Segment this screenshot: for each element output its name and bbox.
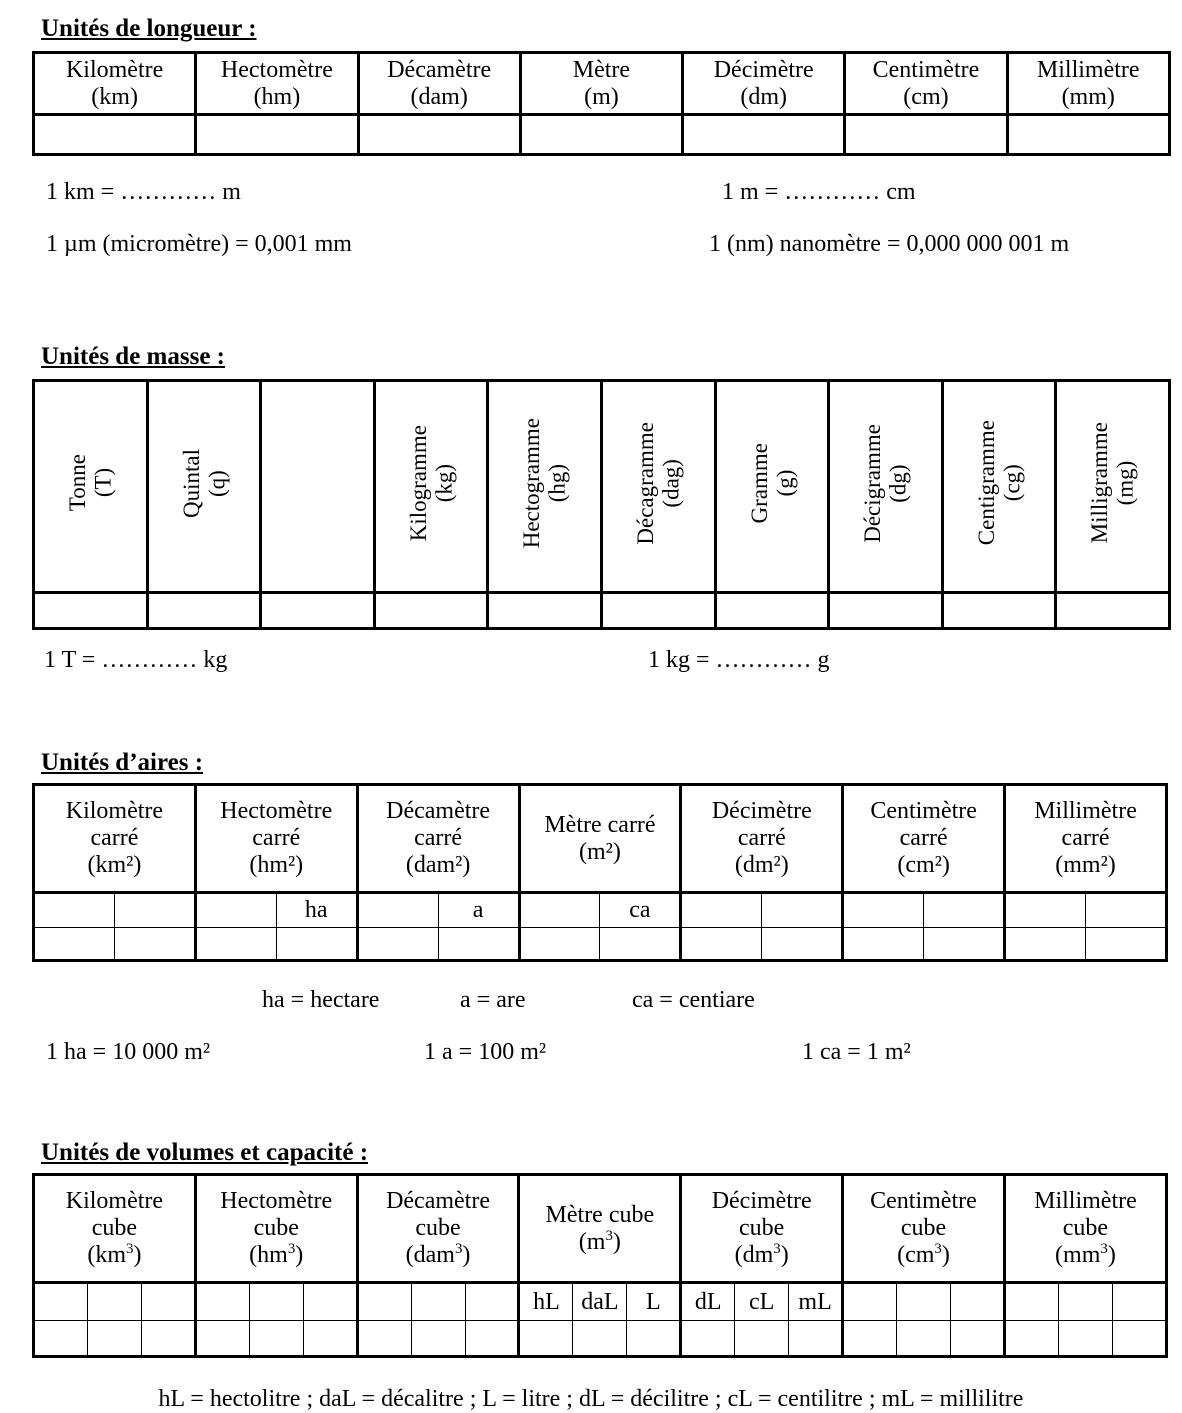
note-nanometre: 1 (nm) nanomètre = 0,000 000 001 m	[709, 231, 1070, 257]
unit-cell-kg	[374, 381, 488, 593]
answer-cell[interactable]	[600, 928, 681, 961]
answer-cell[interactable]	[520, 115, 682, 155]
section-title-masse: Unités de masse :	[41, 343, 226, 370]
answer-cell[interactable]	[276, 928, 357, 961]
unit-symbol: (hm²)	[249, 851, 304, 878]
answer-cell[interactable]	[196, 115, 358, 155]
sub-cell[interactable]	[357, 1283, 411, 1321]
sub-cell[interactable]	[1004, 1283, 1058, 1321]
unit-symbol: (cm)	[903, 83, 949, 110]
answer-cell[interactable]	[627, 1321, 681, 1357]
legend-a: a = are	[460, 987, 526, 1013]
answer-cell[interactable]	[924, 928, 1005, 961]
unit-label-vertical	[406, 425, 457, 541]
unit-symbol: (hm)	[253, 83, 301, 110]
unit-name-line1: Centimètre	[870, 1188, 977, 1215]
unit-symbol: (m²)	[579, 838, 621, 865]
answer-cell[interactable]	[1004, 1321, 1058, 1357]
sub-cell[interactable]	[924, 893, 1005, 928]
sub-cell[interactable]	[141, 1283, 195, 1321]
unit-cell-tonne	[34, 381, 148, 593]
answer-cell[interactable]	[195, 928, 276, 961]
unit-name-line2: carré	[414, 825, 463, 852]
answer-cell[interactable]	[601, 593, 715, 629]
table-row-blank	[34, 115, 1170, 155]
unit-name-line1: Mètre carré	[544, 811, 656, 838]
unit-cell-hm2	[195, 785, 357, 893]
unit-symbol: (kg)	[431, 463, 457, 503]
sub-cell[interactable]	[195, 1283, 249, 1321]
sub-cell-ca[interactable]: ca	[600, 893, 681, 928]
unit-name: Hectogramme	[519, 417, 545, 549]
legend-ca: ca = centiare	[632, 987, 755, 1013]
unit-cell-g	[715, 381, 829, 593]
unit-cell-cm2	[843, 785, 1005, 893]
sub-cell[interactable]	[303, 1283, 357, 1321]
sub-cell[interactable]	[762, 893, 843, 928]
answer-cell[interactable]	[147, 593, 261, 629]
answer-cell[interactable]	[519, 928, 600, 961]
table-row-header	[34, 53, 1170, 115]
answer-cell[interactable]	[789, 1321, 843, 1357]
unit-name-line1: Millimètre	[1034, 798, 1137, 825]
answer-cell[interactable]	[357, 1321, 411, 1357]
unit-cell-dm2	[681, 785, 843, 893]
answer-cell[interactable]	[465, 1321, 519, 1357]
answer-cell[interactable]	[34, 928, 115, 961]
unit-symbol: (cg)	[999, 464, 1025, 502]
answer-cell[interactable]	[303, 1321, 357, 1357]
unit-symbol: $(m^3)$	[578, 1227, 621, 1255]
table-row-blank	[34, 1321, 1167, 1357]
answer-cell[interactable]	[681, 1321, 735, 1357]
unit-cell-hm	[196, 53, 358, 115]
unit-name: Hectomètre	[220, 56, 333, 83]
unit-name-line2: carré	[252, 825, 301, 852]
sub-cell[interactable]	[1058, 1283, 1112, 1321]
unit-cell-dag	[601, 381, 715, 593]
unit-name: Décamètre	[387, 56, 492, 83]
unit-cell-cg	[942, 381, 1056, 593]
unit-symbol: (T)	[90, 468, 116, 498]
note-a-value: 1 a = 100 m²	[424, 1039, 547, 1065]
answer-cell[interactable]	[374, 593, 488, 629]
answer-cell[interactable]	[735, 1321, 789, 1357]
unit-name-line1: Kilomètre	[65, 1188, 164, 1215]
unit-name: Centigramme	[973, 420, 999, 546]
unit-symbol: (km²)	[87, 851, 142, 878]
unit-cell-mm2	[1005, 785, 1167, 893]
unit-label-vertical	[1087, 422, 1138, 543]
notes-masse-row	[0, 648, 1182, 688]
answer-cell[interactable]	[843, 1321, 897, 1357]
unit-cell-mm3	[1004, 1175, 1166, 1283]
unit-symbol: (m)	[584, 83, 619, 110]
unit-symbol: (mm²)	[1055, 851, 1116, 878]
unit-label-vertical	[179, 449, 230, 518]
section-title-aires: Unités d’aires :	[41, 749, 204, 776]
answer-cell[interactable]	[1058, 1321, 1112, 1357]
answer-cell[interactable]	[715, 593, 829, 629]
table-aires	[32, 783, 1168, 962]
answer-cell[interactable]	[411, 1321, 465, 1357]
unit-symbol: (dam)	[410, 83, 468, 110]
answer-cell[interactable]	[519, 1321, 573, 1357]
unit-name-line2: cube	[253, 1215, 299, 1242]
answer-cell[interactable]	[843, 928, 924, 961]
sub-cell-L[interactable]: L	[627, 1283, 681, 1321]
unit-name-line2: cube	[900, 1215, 947, 1242]
table-row-blank	[34, 593, 1170, 629]
answer-cell[interactable]	[829, 593, 943, 629]
unit-symbol: (dam²)	[405, 851, 471, 878]
answer-cell[interactable]	[195, 1321, 249, 1357]
unit-name-line2: carré	[899, 825, 948, 852]
unit-cell-dam	[358, 53, 520, 115]
unit-symbol: (dag)	[658, 458, 684, 508]
unit-name: Gramme	[746, 442, 772, 524]
notes-longueur-row1	[0, 180, 1182, 232]
unit-name-line2: carré	[737, 825, 786, 852]
unit-symbol: (km)	[91, 83, 138, 110]
unit-cell-dam3	[357, 1175, 519, 1283]
sub-cell[interactable]	[897, 1283, 951, 1321]
unit-name: Kilogramme	[405, 424, 431, 542]
unit-name: Milligramme	[1087, 422, 1113, 544]
legend-ha: ha = hectare	[262, 987, 380, 1013]
sub-cell[interactable]	[1005, 893, 1086, 928]
unit-name-line2: carré	[1061, 825, 1110, 852]
unit-cell-hm3	[195, 1175, 357, 1283]
legend-aires-row	[0, 988, 1182, 1040]
table-row-subunits	[34, 893, 1167, 928]
note-kg-to-g: 1 kg = ………… g	[648, 647, 830, 673]
sub-cell[interactable]	[950, 1283, 1004, 1321]
unit-cell-dam2	[357, 785, 519, 893]
unit-name-line2: carré	[90, 825, 139, 852]
sub-cell-ha[interactable]: ha	[276, 893, 357, 928]
unit-name-line2: cube	[415, 1215, 461, 1242]
unit-symbol: (dm)	[740, 83, 788, 110]
sub-cell[interactable]	[843, 893, 924, 928]
answer-cell[interactable]	[488, 593, 602, 629]
answer-cell[interactable]	[897, 1321, 951, 1357]
unit-cell-km3	[34, 1175, 196, 1283]
answer-cell[interactable]	[573, 1321, 627, 1357]
table-row-header	[34, 785, 1167, 893]
sub-cell[interactable]	[249, 1283, 303, 1321]
unit-name-line1: Décimètre	[711, 1188, 812, 1215]
sub-cell-cL[interactable]: cL	[735, 1283, 789, 1321]
unit-name-line1: Kilomètre	[65, 798, 164, 825]
answer-cell[interactable]	[942, 593, 1056, 629]
unit-cell-m2	[519, 785, 681, 893]
unit-label-vertical	[974, 420, 1025, 545]
answer-cell[interactable]	[1112, 1321, 1166, 1357]
sub-cell[interactable]	[1112, 1283, 1166, 1321]
answer-cell[interactable]	[87, 1321, 141, 1357]
sub-cell[interactable]	[843, 1283, 897, 1321]
unit-symbol: (mg)	[1112, 460, 1138, 506]
unit-symbol: (dam$^3$)	[405, 1240, 471, 1268]
unit-cell-cm3	[843, 1175, 1005, 1283]
sub-cell-daL[interactable]: daL	[573, 1283, 627, 1321]
unit-symbol: (dm²)	[734, 851, 789, 878]
answer-cell[interactable]	[1007, 115, 1169, 155]
unit-label-vertical	[747, 443, 798, 523]
unit-name: Décimètre	[713, 56, 814, 83]
unit-name: Kilomètre	[65, 56, 164, 83]
unit-name-line2: cube	[1062, 1215, 1109, 1242]
unit-symbol: (dg)	[885, 463, 911, 503]
unit-name-line1: Millimètre	[1034, 1188, 1137, 1215]
sub-cell[interactable]	[519, 893, 600, 928]
unit-name-line1: Hectomètre	[220, 1188, 333, 1215]
sub-cell-hL[interactable]: hL	[519, 1283, 573, 1321]
unit-cell-m3	[519, 1175, 681, 1283]
unit-name: Tonne	[65, 454, 90, 512]
sub-cell[interactable]	[34, 1283, 88, 1321]
unit-name: Centimètre	[872, 56, 980, 83]
table-longueur	[32, 51, 1171, 156]
unit-cell-dm3	[681, 1175, 843, 1283]
unit-cell-m	[520, 53, 682, 115]
unit-symbol: (mm)	[1061, 83, 1115, 110]
answer-cell[interactable]	[34, 115, 196, 155]
unit-name: Mètre	[572, 56, 631, 83]
note-m-to-cm: 1 m = ………… cm	[722, 179, 916, 205]
answer-cell[interactable]	[249, 1321, 303, 1357]
answer-cell[interactable]	[845, 115, 1007, 155]
unit-label-vertical	[519, 418, 570, 548]
sub-cell[interactable]	[411, 1283, 465, 1321]
unit-cell-empty	[261, 381, 375, 593]
table-masse	[32, 379, 1171, 630]
answer-cell[interactable]	[1005, 928, 1086, 961]
note-km-to-m: 1 km = ………… m	[46, 179, 241, 205]
note-ca-value: 1 ca = 1 m²	[802, 1039, 911, 1065]
answer-cell[interactable]	[1085, 928, 1166, 961]
unit-symbol: (cm²)	[897, 851, 950, 878]
unit-symbol: (hg)	[544, 463, 570, 503]
sub-cell[interactable]	[114, 893, 195, 928]
note-micrometre: 1 µm (micromètre) = 0,001 mm	[46, 231, 352, 257]
answer-cell[interactable]	[114, 928, 195, 961]
sub-cell-mL[interactable]: mL	[789, 1283, 843, 1321]
answer-cell[interactable]	[438, 928, 519, 961]
unit-name-line1: Décimètre	[711, 798, 812, 825]
unit-name-line1: Centimètre	[870, 798, 977, 825]
table-row-header	[34, 1175, 1167, 1283]
unit-cell-quintal	[147, 381, 261, 593]
unit-cell-dg	[829, 381, 943, 593]
answer-cell[interactable]	[357, 928, 438, 961]
note-t-to-kg: 1 T = ………… kg	[44, 647, 228, 673]
unit-symbol: (q)	[203, 469, 229, 497]
unit-name-line2: cube	[739, 1215, 785, 1242]
unit-cell-hg	[488, 381, 602, 593]
note-ha-value: 1 ha = 10 000 m²	[46, 1039, 211, 1065]
unit-symbol: $(dm^3)$	[734, 1240, 789, 1268]
unit-symbol: $(mm^3)$	[1055, 1240, 1116, 1268]
unit-cell-dm	[683, 53, 845, 115]
answer-cell[interactable]	[762, 928, 843, 961]
table-row-header	[34, 381, 1170, 593]
section-title-volumes: Unités de volumes et capacité :	[41, 1139, 369, 1166]
unit-symbol: $(hm^3)$	[249, 1240, 304, 1268]
unit-symbol: $(km^3)$	[87, 1240, 142, 1268]
unit-symbol: $(cm^3)$	[897, 1240, 950, 1268]
table-volumes	[32, 1173, 1168, 1358]
section-title-longueur: Unités de longueur :	[41, 15, 257, 42]
answer-cell[interactable]	[950, 1321, 1004, 1357]
answer-cell[interactable]	[34, 1321, 88, 1357]
answer-cell[interactable]	[681, 928, 762, 961]
unit-cell-km	[34, 53, 196, 115]
unit-cell-km2	[34, 785, 196, 893]
unit-name-line1: Hectomètre	[220, 798, 333, 825]
unit-name-line1: Décamètre	[386, 798, 491, 825]
sub-cell[interactable]	[34, 893, 115, 928]
unit-cell-mm	[1007, 53, 1169, 115]
unit-label-vertical	[633, 422, 684, 545]
unit-name-line2: cube	[91, 1215, 138, 1242]
table-row-blank	[34, 928, 1167, 961]
answer-cell[interactable]	[358, 115, 520, 155]
sub-cell[interactable]	[465, 1283, 519, 1321]
notes-aires-row	[0, 1040, 1182, 1080]
unit-name: Quintal	[178, 448, 204, 518]
unit-label-vertical	[65, 454, 116, 511]
notes-longueur-row2	[0, 232, 1182, 272]
footer-volumes-legend: hL = hectolitre ; daL = décalitre ; L = litre ; dL = décilitre ; cL = centilitre ; mL = millilitre	[158, 1386, 1024, 1412]
unit-cell-cm	[845, 53, 1007, 115]
unit-cell-mg	[1056, 381, 1170, 593]
unit-name: Décagramme	[632, 421, 658, 545]
unit-symbol: (g)	[771, 469, 797, 497]
sub-cell[interactable]	[87, 1283, 141, 1321]
unit-name-line1: Mètre cube	[545, 1201, 655, 1228]
unit-name: Décigramme	[860, 423, 886, 543]
answer-cell[interactable]	[34, 593, 148, 629]
sub-cell-a[interactable]: a	[438, 893, 519, 928]
unit-name: Millimètre	[1036, 56, 1140, 83]
sub-cell[interactable]	[1085, 893, 1166, 928]
sub-cell[interactable]	[357, 893, 438, 928]
unit-label-vertical	[860, 424, 911, 543]
unit-name-line1: Décamètre	[386, 1188, 490, 1215]
answer-cell[interactable]	[141, 1321, 195, 1357]
answer-cell[interactable]	[683, 115, 845, 155]
sub-cell-dL[interactable]: dL	[681, 1283, 735, 1321]
sub-cell[interactable]	[195, 893, 276, 928]
sub-cell[interactable]	[681, 893, 762, 928]
table-row-subunits	[34, 1283, 1167, 1321]
answer-cell[interactable]	[1056, 593, 1170, 629]
answer-cell[interactable]	[261, 593, 375, 629]
